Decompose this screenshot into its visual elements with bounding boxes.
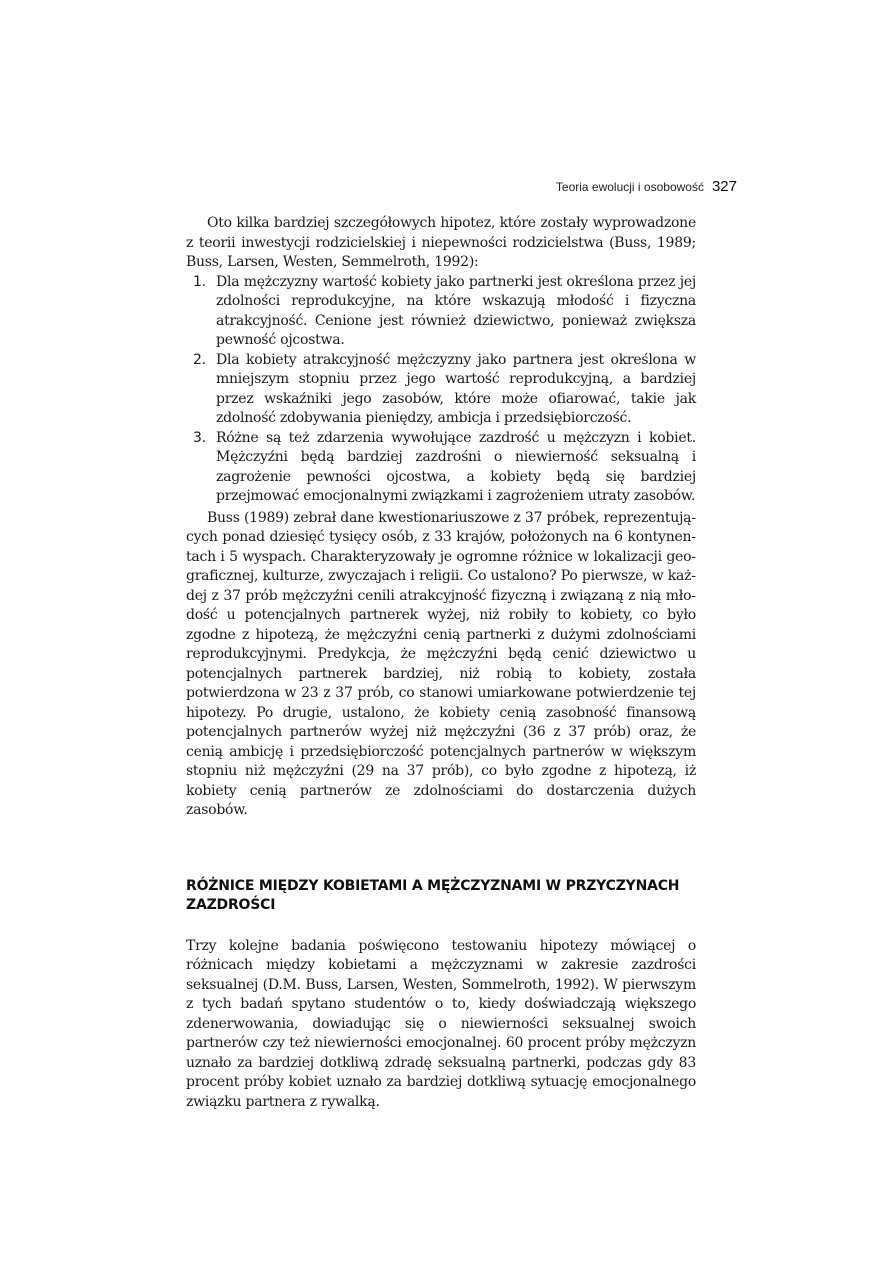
list-item-number: 2. — [193, 351, 206, 368]
list-item — [186, 351, 696, 429]
hypotheses-list — [186, 273, 696, 507]
section-paragraph: Trzy kolejne badania poświęcono testowaniu hipotezy mówiącej o różnicach między kobietami a mężczyznami w zakresie zazdrości seksualnej (D.M. Buss, Larsen, Westen, Sommelroth, 1992). W pierwszym z tych badań spytano studentów o to, kiedy doświadczają większego zdenerwowania, dowiadując się o niewierności seksualnej swoich partnerów czy też niewierności emocjonalnej. 60 procent próby mężczyzn uznało za bardziej dotkliwą zdradę seksualną partnerki, podczas gdy 83 procent próby kobiet uznało za bardziej dotkliwą sytuację emocjonalnego związku partnera z rywalką. — [186, 937, 696, 1110]
page-body — [186, 214, 696, 1112]
list-item — [186, 273, 696, 351]
list-item — [186, 429, 696, 507]
results-paragraph: Buss (1989) zebrał dane kwestionariuszowe z 37 próbek, reprezentujących ponad dziesięć tysięcy osób, z 33 krajów, położonych na 6 kontynentach i 5 wyspach. Charakteryzowały je ogromne różnice w lokalizacji geograficznej, kulturze, zwyczajach i religii. Co ustalono? Po pierwsze, w każdej z 37 prób mężczyźni cenili atrakcyjność fizyczną i związaną z nią młodość u potencjalnych partnerek wyżej, niż robiły to kobiety, co było zgodne z hipotezą, że mężczyźni cenią partnerki z dużymi zdolnościami reprodukcyjnymi. Predykcja, że mężczyźni będą cenić dziewictwo u potencjalnych partnerek bardziej, niż robią to kobiety, została potwierdzona w 23 z 37 prób, co stanowi umiarkowane potwierdzenie tej hipotezy. Po drugie, ustalono, że kobiety cenią zasobność finansową potencjalnych partnerów wyżej niż mężczyźni (36 z 37 prób) oraz, że cenią ambicję i przedsiębiorczość potencjalnych partnerów w większym stopniu niż mężczyźni (29 na 37 prób), co było zgodne z hipotezą, iż kobiety cenią partnerów ze zdolnościami do dostarczenia dużych zasobów. — [186, 509, 696, 818]
list-item-text: Dla mężczyzny wartość kobiety jako partnerki jest określona przez jej zdolności reprodukcyjne, na które wskazują młodość i fizyczna atrakcyjność. Cenione jest również dziewictwo, ponieważ zwiększa pewność ojcostwa. — [216, 273, 696, 348]
running-head-title: Teoria ewolucji i osobowość — [555, 180, 704, 194]
running-head — [186, 176, 737, 195]
section-heading: RÓŻNICE MIĘDZY KOBIETAMI A MĘŻCZYZNAMI W PRZYCZYNACH ZAZDROŚCI — [186, 877, 680, 913]
page-number: 327 — [711, 178, 737, 195]
list-item-number: 1. — [193, 273, 206, 290]
list-item-text: Różne są też zdarzenia wywołujące zazdrość u mężczyzn i kobiet. Mężczyźni będą bardziej zazdrośni o niewierność seksualną i zagrożenie pewności ojcostwa, a kobiety będą się bardziej przejmować emocjonalnymi związkami i zagrożeniem utraty zasobów. — [216, 429, 696, 504]
list-item-number: 3. — [193, 429, 206, 446]
intro-paragraph: Oto kilka bardziej szczegółowych hipotez, które zostały wyprowadzone z teorii inwestycji rodzicielskiej i niepewności rodzicielstwa (Buss, 1989; Buss, Larsen, Westen, Semmelroth, 1992): — [186, 215, 696, 270]
list-item-text: Dla kobiety atrakcyjność mężczyzny jako partnera jest określona w mniejszym stopniu przez jego wartość reprodukcyjną, a bardziej przez wskaźniki jego zasobów, które może ofiarować, takie jak zdolność zdobywania pieniędzy, ambicja i przedsiębiorczość. — [216, 351, 696, 426]
